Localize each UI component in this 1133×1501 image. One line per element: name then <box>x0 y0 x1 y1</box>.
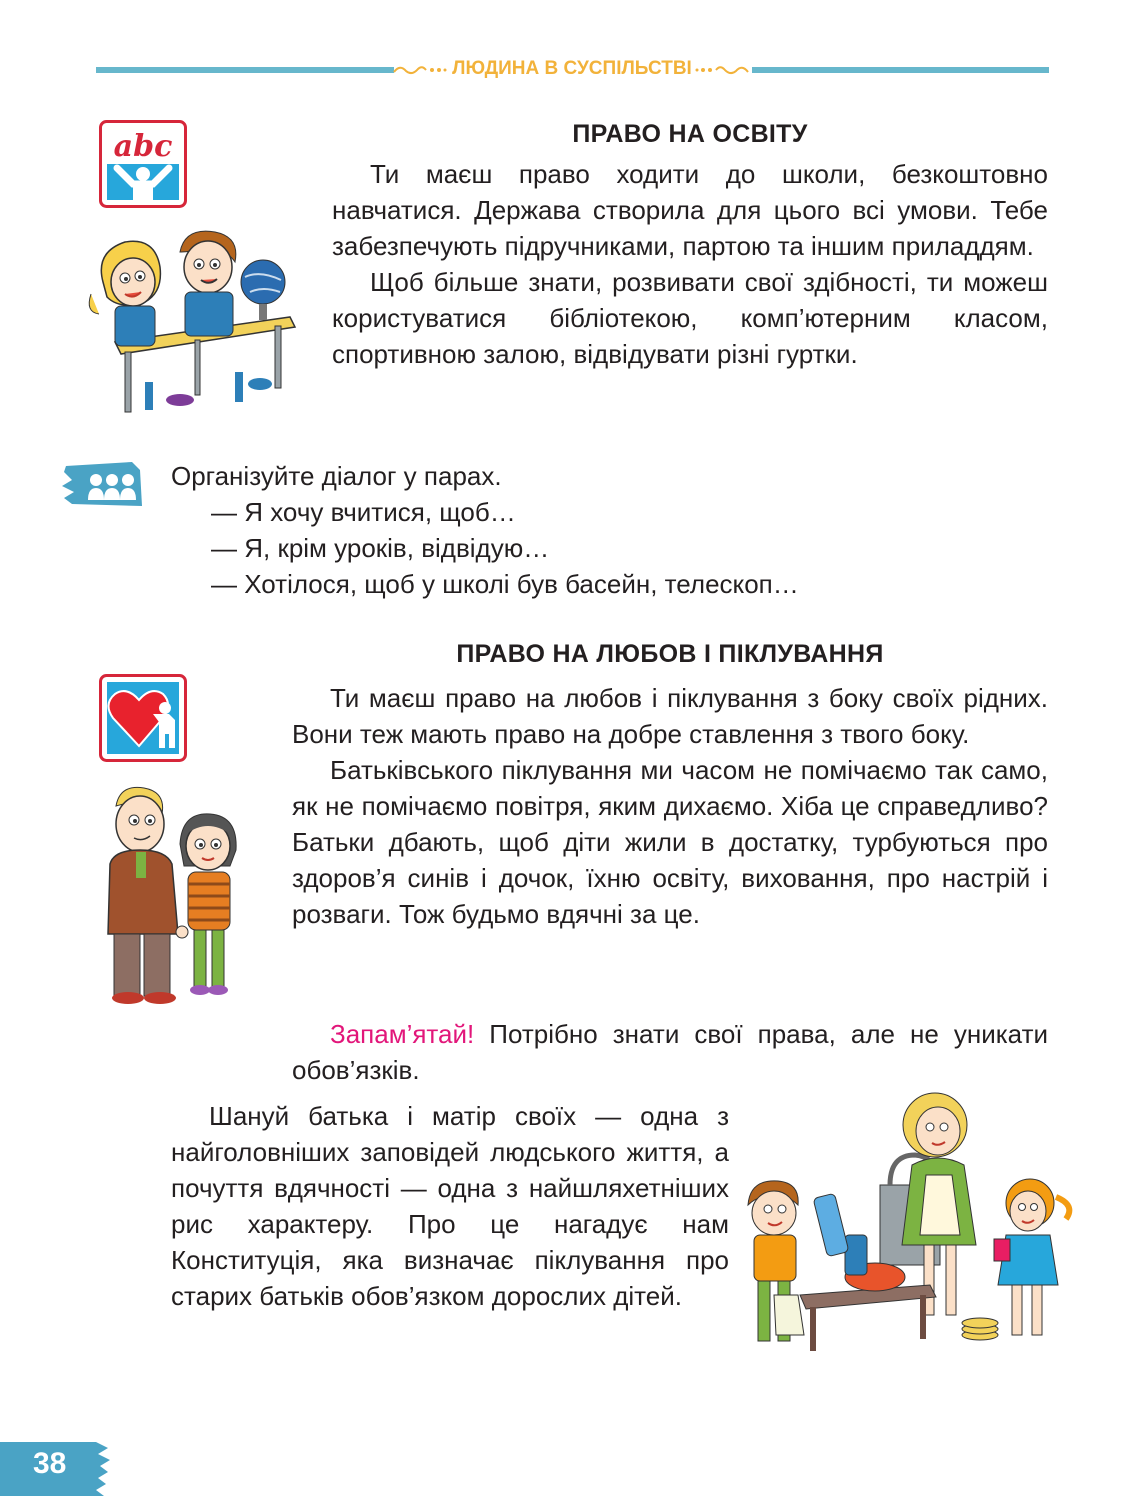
heart-rights-icon <box>99 674 187 762</box>
abc-rights-icon <box>99 120 187 208</box>
section2-text <box>292 680 1048 932</box>
header-line-right <box>752 67 1049 73</box>
abc-icon-text: abc <box>113 129 173 164</box>
children-at-desk-illustration <box>85 222 300 422</box>
section3-text <box>171 1098 729 1314</box>
dialog-line-2: — Я, крім уроків, відвідую… <box>211 533 550 563</box>
remember-text: Потрібно знати свої права, але не уникати обов’язків. <box>292 1019 1048 1085</box>
dialog-intro: Організуйте діалог у парах. <box>171 461 502 491</box>
remember-label: Запам’ятай! <box>330 1019 475 1049</box>
dialog-line-3: — Хотілося, щоб у школі був басейн, телескоп… <box>211 569 799 599</box>
header-ornament-left <box>392 62 448 78</box>
section2-heading: ПРАВО НА ЛЮБОВ І ПІКЛУВАННЯ <box>456 640 884 668</box>
section1-text <box>332 156 1048 372</box>
section2-paragraph-2: Батьківського піклування ми часом не помічаємо так само, як не помічаємо повітря, яким дихаємо. Хіба це справедливо? Батьки дбають, щоб діти жили в достатку, турбуються про здоров’я синів і дочок, їхню освіту, виховання, про настрій і розваги. Тож будьмо вдячні за це. <box>292 755 1048 929</box>
section1-heading: ПРАВО НА ОСВІТУ <box>572 120 808 148</box>
header-line-left <box>96 67 394 73</box>
section1-paragraph-2: Щоб більше знати, розвивати свої здібності, ти можеш користуватися бібліотекою, комп’ютерним класом, спортивною залою, відвідувати різні гуртки. <box>332 267 1048 369</box>
section2-paragraph-1: Ти маєш право на любов і піклування з боку своїх рідних. Вони теж мають право на добре ставлення з твого боку. <box>292 683 1048 749</box>
remember-block <box>292 1016 1048 1088</box>
header-ornament-right <box>694 62 750 78</box>
section3-paragraph: Шануй батька і матір своїх — одна з найголовніших заповідей людського життя, а почуття вдячності — одна з найшляхетніших рис характеру. Про це нагадує нам Конституція, яка визначає піклування про старих батьків обов’язком дорослих дітей. <box>171 1101 729 1311</box>
dialog-block <box>171 458 971 602</box>
dialog-line-1: — Я хочу вчитися, щоб… <box>211 497 516 527</box>
pair-work-icon <box>62 460 144 508</box>
family-chores-illustration <box>740 1085 1090 1355</box>
father-and-daughter-illustration <box>104 784 254 1009</box>
section1-paragraph-1: Ти маєш право ходити до школи, безкоштовно навчатися. Держава створила для цього всі умови. Тебе забезпечують підручниками, партою та іншим приладдям. <box>332 159 1048 261</box>
page-number: 38 <box>33 1447 67 1480</box>
header-title: ЛЮДИНА В СУСПІЛЬСТВІ <box>452 58 692 79</box>
